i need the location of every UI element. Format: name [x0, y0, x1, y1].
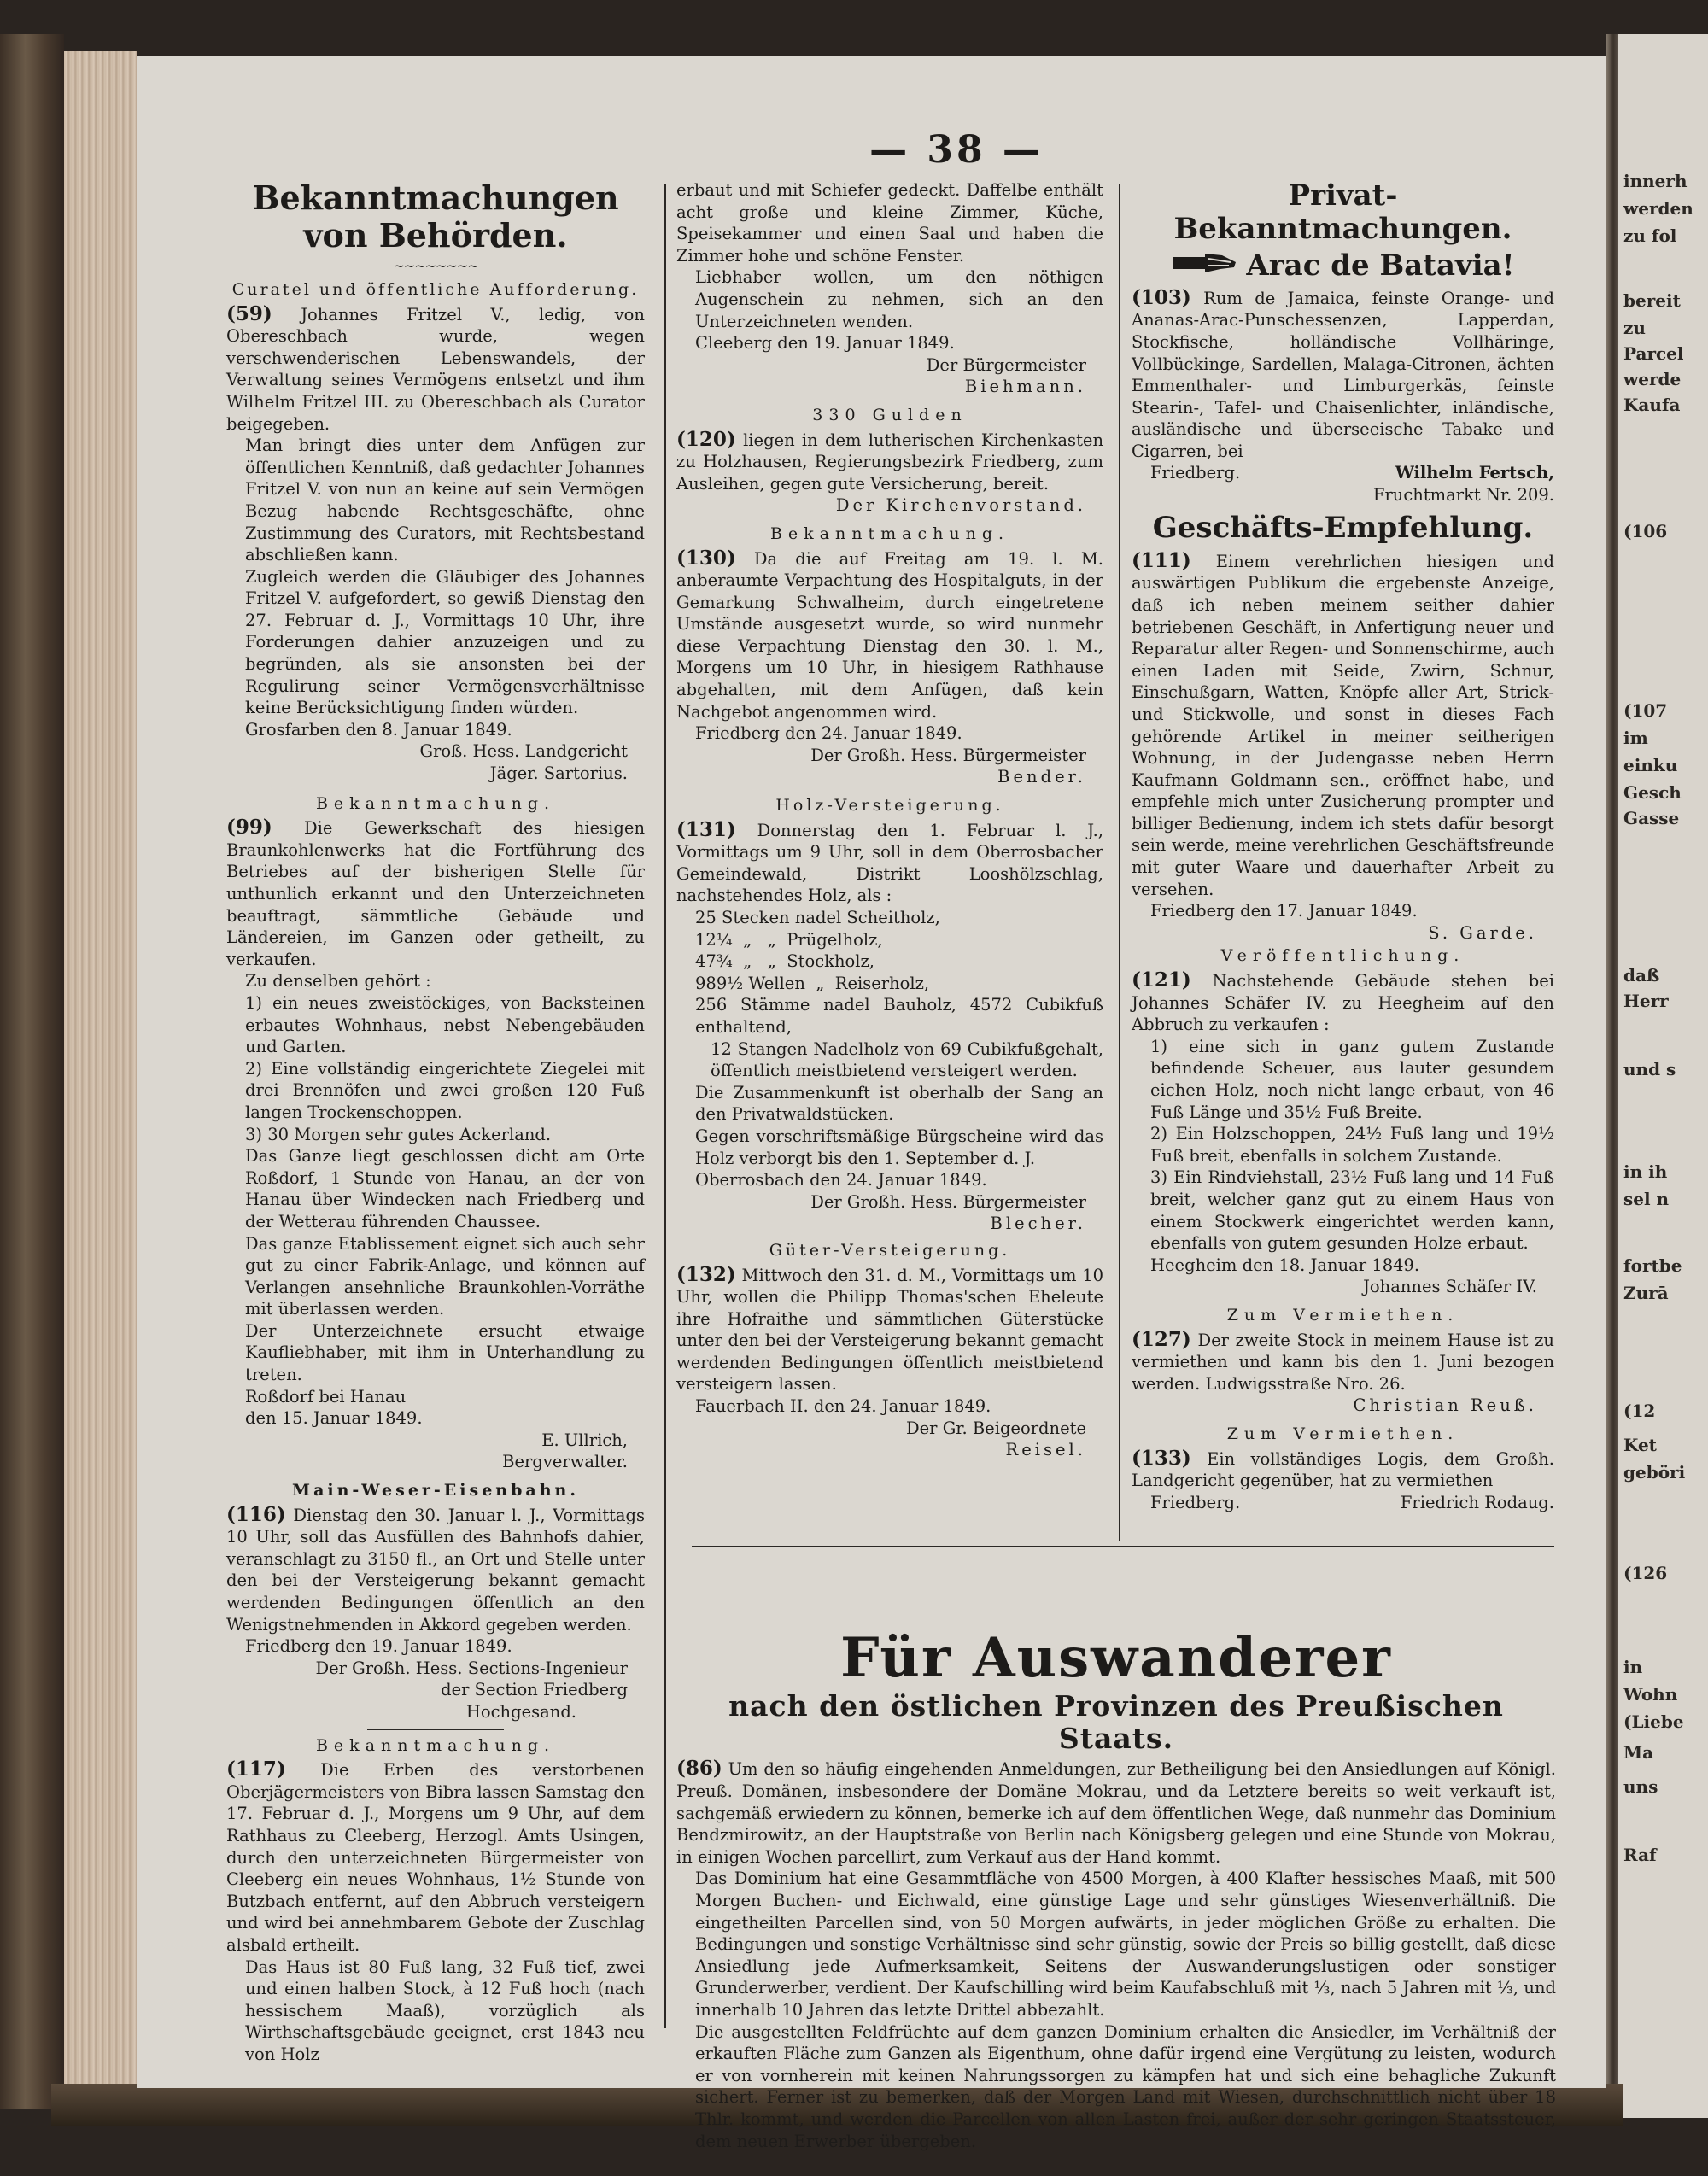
arac-heading	[1132, 249, 1554, 285]
facing-page-fragment: geböri	[1623, 1462, 1686, 1483]
book-binding	[0, 34, 64, 2109]
facing-page-fragment: in	[1623, 1657, 1643, 1677]
notice-place: Friedberg.	[1150, 463, 1241, 483]
notice-116	[226, 1504, 645, 1636]
facing-page-fragment: Raf	[1623, 1845, 1657, 1865]
list-item: 256 Stämme nadel Bauholz, 4572 Cubikfuß enthaltend,	[695, 995, 1103, 1037]
notice-place: Roßdorf bei Hanau	[245, 1386, 407, 1407]
facing-page-fragment: Ma	[1623, 1742, 1654, 1763]
facing-page-fragment: zu fol	[1623, 225, 1677, 246]
notice-number: (121)	[1132, 968, 1191, 992]
facing-page-fragment: werden	[1623, 198, 1693, 219]
notice-date: Grosfarben den 8. Januar 1849.	[245, 719, 512, 740]
notice-date: Fauerbach II. den 24. Januar 1849.	[695, 1396, 991, 1417]
facing-page-fragment: uns	[1623, 1776, 1658, 1797]
notice-text: Rum de Jamaica, feinste Orange- und Ananas-Arac-Punschessenzen, Lapperdan, Stockfische, holländische Vollhäringe, Vollbückinge, Sardellen, Malaga-Citronen, ächten Emmenthaler- und Limburgerkäs, feinste Stearin-, Tafel- und Chaisenlichter, inländische, ausländische und überseeische Tabake und Cigarren, bei	[1132, 288, 1554, 461]
facing-page-fragment: (107	[1623, 700, 1668, 721]
facing-page-fragment: Herr	[1623, 991, 1669, 1011]
facing-page-fragment: (106	[1623, 521, 1668, 541]
facing-page-fragment: Gesch	[1623, 782, 1682, 803]
notice-paragraph: Man bringt dies unter dem Anfügen zur öffentlichen Kenntniß, daß gedachter Johannes Fritzel V. von nun an keine auf sein Vermögen Bezug habende Rechtsgeschäfte, ohne Zustimmung des Curators, mit Rechtsbestand abschließen kann.	[245, 436, 645, 565]
private-notices-heading: Privat-Bekanntmachungen.	[1173, 178, 1512, 247]
facing-page-fragment: Parcel	[1623, 343, 1684, 364]
notice-text: Um den so häufig eingehenden Anmeldungen, zur Betheiligung bei den Ansiedlungen auf Königl. Preuß. Domänen, insbesondere der Domäne Mokrau, und da Letztere bereits so weit verkauft ist, sachgemäß erwiedern zu können, bemerke ich auf dem öffentlichen Wege, daß nunmehr das Dominium Bendzmirowitz, an der Hauptstraße von Berlin nach Königsberg gelegen und eine Stunde von Mokrau, in einigen Wochen parcellirt, zum Verkauf aus der Hand kommt.	[676, 1759, 1556, 1867]
notice-text: Die Gewerkschaft des hiesigen Braunkohlenwerks hat die Fortführung des Betriebes auf der bisherigen Stelle für unthunlich erkannt und den Unterzeichneten beauftragt, sämmtliche Gebäude und Ländereien, im Ganzen oder getheilt, zu verkaufen.	[226, 818, 645, 969]
notice-signature: Groß. Hess. Landgericht	[419, 741, 628, 762]
notice-99	[226, 816, 645, 970]
arac-title: Arac de Batavia!	[1246, 249, 1515, 284]
authority-notices-heading: Bekanntmachungen von Behörden.	[252, 178, 619, 254]
notice-date: Friedberg den 24. Januar 1849.	[695, 723, 962, 744]
notice-paragraph: Das ganze Etablissement eignet sich auch sehr gut zu einer Fabrik-Anlage, und können auf Verlangen ansehnliche Braunkohlen-Vorräthe mit überlassen werden.	[245, 1233, 645, 1319]
facing-page-fragment: zu	[1623, 318, 1646, 338]
newspaper-page	[137, 56, 1606, 2151]
facing-page-fragment: werde	[1623, 369, 1682, 389]
facing-page-fragment: im	[1623, 728, 1648, 748]
notice-title: Güter-Versteigerung.	[769, 1240, 1011, 1260]
column-2	[676, 179, 1103, 1461]
notice-paragraph: erbaut und mit Schiefer gedeckt. Daffelbe enthält acht große und kleine Zimmer, Küche, Speisekammer und einen Saal und haben die Zimmer hohe und schöne Fenster.	[676, 180, 1103, 266]
notice-text: Johannes Fritzel V., ledig, von Obereschbach wurde, wegen verschwenderischen Lebenswandels, der Verwaltung seines Vermögens entsetzt und ihm Wilhelm Fritzel III. zu Obereschbach als Curator beigegeben.	[226, 304, 645, 434]
notice-signature: Christian Reuß.	[1353, 1395, 1537, 1416]
notice-number: (131)	[676, 817, 736, 841]
notice-place: Friedberg.	[1150, 1492, 1241, 1512]
notice-title: Zum Vermiethen.	[1226, 1305, 1459, 1325]
notice-111	[1132, 550, 1554, 901]
facing-page-fragment: fortbe	[1623, 1255, 1682, 1276]
column-rule-1	[664, 184, 666, 2028]
notice-text: Mittwoch den 31. d. M., Vormittags um 10 Uhr, wollen die Philipp Thomas'schen Eheleute ihre Hofraithe und sämmtlichen Güterstücke unter den bei der Versteigerung bekannt gemacht werdenden Bedingungen öffentlich meistbietend versteigern lassen.	[676, 1265, 1104, 1395]
ornament: ~~~~~~~~	[393, 258, 478, 275]
notice-paragraph: Der Unterzeichnete ersucht etwaige Kaufliebhaber, mit ihm in Unterhandlung zu treten.	[245, 1320, 645, 1385]
column-1	[226, 179, 645, 2065]
pointing-hand-icon	[1171, 250, 1237, 285]
notice-paragraph: Die ausgestellten Feldfrüchte auf dem ganzen Dominium erhalten die Ansiedler, im Verhältniß der erkauften Fläche zum Ganzen als Eigenthum, ohne dafür irgend eine Vergütung zu leisten, wodurch er von vornherein mit keinen Nahrungssorgen zu kämpfen hat und sich eine behagliche Zukunft sichert. Ferner ist zu bemerken, daß der Morgen Land mit Wiesen, durchschnittlich nicht über 18 Thlr. kommt, und werden die Parcellen von allen Lasten frei, außer der sehr geringen Staatssteuer, dem neuen Erwerber übergeben.	[695, 2021, 1556, 2151]
list-item: 1) eine sich in ganz gutem Zustande befindende Scheuer, aus lauter gesundem eichen Holz, noch nicht lange erbaut, von 46 Fuß Länge und 35½ Fuß Breite.	[1150, 1036, 1554, 1122]
notice-number: (103)	[1132, 285, 1191, 309]
list-item: 989½ Wellen „ Reiserholz,	[695, 973, 930, 993]
notice-signature: Der Großh. Hess. Bürgermeister	[810, 745, 1086, 765]
list-item: 2) Eine vollständig eingerichtete Ziegelei mit drei Brennöfen und zwei großen 120 Fuß langen Trockenschoppen.	[245, 1058, 645, 1122]
notice-signature: Jäger. Sartorius.	[489, 763, 628, 784]
business-recommendation-heading: Geschäfts-Empfehlung.	[1152, 510, 1534, 545]
facing-page-fragment: in ih	[1623, 1161, 1668, 1182]
notice-date: Friedberg den 17. Januar 1849.	[1150, 901, 1418, 921]
page-edges	[64, 51, 137, 2092]
notice-address: Fruchtmarkt Nr. 209.	[1372, 485, 1554, 506]
notice-paragraph: Das Dominium hat eine Gesammtfläche von 4500 Morgen, à 400 Klafter hessisches Maaß, mit 500 Morgen Buchen- und Eichwald, eine günstige Lage und sehr günstiges Wiesenverhältniß. Die eingetheilten Parcellen sind, von 50 Morgen aufwärts, in jeder möglichen Größe zu erhalten. Die Bedingungen und sonstige Verhältnisse sind sehr günstig, sowie der Preis so billig gestellt, daß diese Ansiedlung jede Aufmerksamkeit, Seitens der Auswanderungslustigen oder sonstiger Grunderwerber, verdient. Der Kaufschilling wird beim Kaufabschluß mit ⅓, nach 5 Jahren mit ⅓, und innerhalb 10 Jahren das letzte Drittel abbezahlt.	[695, 1869, 1556, 2020]
notice-number: (111)	[1132, 548, 1191, 572]
notice-title: Curatel und öffentliche Aufforderung.	[231, 279, 640, 299]
divider	[367, 1729, 504, 1730]
notice-number: (86)	[676, 1757, 722, 1781]
notice-date: den 15. Januar 1849.	[245, 1408, 423, 1429]
notice-117	[226, 1758, 645, 1956]
notice-number: (133)	[1132, 1446, 1191, 1470]
notice-number: (130)	[676, 546, 736, 570]
notice-title: Zum Vermiethen.	[1226, 1424, 1459, 1443]
notice-text: liegen in dem lutherischen Kirchenkasten zu Holzhausen, Regierungsbezirk Friedberg, zum Ausleihen, gegen gute Versicherung, bereit.	[676, 430, 1103, 494]
column-3	[1132, 179, 1554, 1513]
notice-paragraph: Zu denselben gehört :	[245, 971, 431, 991]
notice-120	[676, 429, 1103, 495]
notice-signature: Bender.	[997, 767, 1086, 787]
facing-page-fragment: Ket	[1623, 1435, 1657, 1455]
facing-page-fragment: Wohn	[1623, 1684, 1678, 1705]
notice-text: Dienstag den 30. Januar l. J., Vormittags 10 Uhr, soll das Ausfüllen des Bahnhofs dahier, veranschlagt zu 3150 fl., an Ort und Stelle unter den bei der Versteigerung bekannt gemacht werdenden Bedingungen öffentlich an den Wenigstnehmenden in Akkord gegeben werden.	[226, 1505, 646, 1635]
emigrants-heading: Für Auswanderer	[840, 1626, 1392, 1690]
notice-title: Bekanntmachung.	[315, 1735, 556, 1755]
notice-130	[676, 547, 1103, 723]
notice-text: Die Erben des verstorbenen Oberjägermeisters von Bibra lassen Samstag den 17. Februar d. J., Morgens um 9 Uhr, auf dem Rathhaus zu Cleeberg, Herzogl. Amts Usingen, durch den unterzeichneten Bürgermeister von Cleeberg ein neues Wohnhaus, 1½ Stunde von Butzbach entfernt, auf den Abbruch versteigern und wird bei annehmbarem Gebote der Zuschlag alsbald ertheilt.	[226, 1760, 645, 1955]
notice-signature: Bergverwalter.	[502, 1452, 628, 1472]
notice-paragraph: Liebhaber wollen, um den nöthigen Augenschein zu nehmen, sich an den Unterzeichneten wenden.	[695, 267, 1103, 331]
facing-page-fragment: einku	[1623, 755, 1678, 775]
notice-signature: Der Bürgermeister	[926, 354, 1086, 375]
notice-127	[1132, 1329, 1554, 1395]
notice-title: Bekanntmachung.	[769, 524, 1010, 543]
notice-date: Cleeberg den 19. Januar 1849.	[695, 333, 955, 354]
notice-signature: S. Garde.	[1428, 922, 1537, 943]
notice-signature: E. Ullrich,	[541, 1430, 628, 1450]
notice-date: Friedberg den 19. Januar 1849.	[245, 1636, 512, 1657]
facing-page-fragment: Zurā	[1623, 1283, 1669, 1303]
facing-page-fragment: daß	[1623, 965, 1660, 986]
page-number: — 38 —	[869, 128, 1044, 172]
notice-signature: Der Kirchenvorstand.	[835, 495, 1086, 516]
notice-number: (120)	[676, 427, 736, 451]
notice-132	[676, 1264, 1103, 1396]
notice-title: Holz-Versteigerung.	[775, 796, 1004, 816]
list-item: 12 Stangen Nadelholz von 69 Cubikfußgehalt, öffentlich meistbietend versteigert werden.	[711, 1038, 1103, 1081]
section-rule	[692, 1546, 1554, 1547]
notice-signature: Biehmann.	[964, 377, 1086, 397]
notice-number: (99)	[226, 816, 272, 839]
notice-number: (132)	[676, 1262, 736, 1286]
notice-103	[1132, 287, 1554, 463]
notice-59	[226, 303, 645, 436]
notice-paragraph: Das Ganze liegt geschlossen dicht am Orte Roßdorf, 1 Stunde von Hanau, an der von Hanau über Windecken nach Friedberg und der Wetterau führenden Chaussee.	[245, 1146, 645, 1231]
notice-text: Einem verehrlichen hiesigen und auswärtigen Publikum die ergebenste Anzeige, daß ich neben meinem seither dahier betriebenen Geschäft, in Anfertigung neuer und Reparatur alter Regen- und Sonnenschirme, auch einen Laden mit Seide, Zwirn, Schnur, Einschußgarn, Watten, Knöpfe aller Art, Strick- und Stickwolle, und sonst in dieses Fach gehörende Artikel in meiner seitherigen Wohnung, in der Judengasse neben Herrn Kaufmann Goldmann sen., eröffnet habe, und empfehle mich unter Zusicherung prompter und billiger Bedienung, indem ich stets dafür besorgt sein werde, meine verehrlichen Geschäftsfreunde mit guter Waare und dauerhafter Arbeit zu versehen.	[1132, 551, 1554, 899]
notice-signature: Wilhelm Fertsch,	[1395, 463, 1554, 483]
notice-paragraph: Gegen vorschriftsmäßige Bürgscheine wird das Holz verborgt bis den 1. September d. J.	[695, 1126, 1103, 1168]
list-item: 25 Stecken nadel Scheitholz,	[695, 908, 940, 927]
notice-title: Veröffentlichung.	[1220, 946, 1465, 966]
list-item: 3) 30 Morgen sehr gutes Ackerland.	[245, 1124, 552, 1144]
facing-page-fragment: (126	[1623, 1563, 1668, 1583]
notice-signature: Hochgesand.	[465, 1701, 576, 1722]
emigrants-section	[676, 1627, 1556, 2152]
notice-number: (59)	[226, 301, 272, 325]
notice-133	[1132, 1448, 1554, 1492]
notice-date: Oberrosbach den 24. Januar 1849.	[695, 1170, 987, 1190]
facing-page-fragment: bereit	[1623, 290, 1681, 311]
facing-page-fragment: Gasse	[1623, 808, 1680, 828]
notice-text: Ein vollständiges Logis, dem Großh. Landgericht gegenüber, hat zu vermiethen	[1132, 1448, 1554, 1491]
notice-title: Bekanntmachung.	[315, 793, 556, 813]
notice-signature: Reisel.	[1005, 1440, 1086, 1460]
notice-date: Heegheim den 18. Januar 1849.	[1150, 1255, 1420, 1275]
list-item: 2) Ein Holzschoppen, 24½ Fuß lang und 19½ Fuß breit, ebenfalls in solchem Zustande.	[1150, 1124, 1554, 1166]
notice-signature-line	[1132, 1492, 1554, 1514]
notice-title: 330 Gulden	[812, 405, 968, 424]
notice-signature: Friedrich Rodaug.	[1400, 1492, 1554, 1512]
notice-paragraph: Die Zusammenkunft ist oberhalb der Sang an den Privatwaldstücken.	[695, 1082, 1103, 1125]
list-item: 47¾ „ „ Stockholz,	[695, 951, 874, 972]
notice-text: Donnerstag den 1. Februar l. J., Vormittags um 9 Uhr, soll in dem Oberrosbacher Gemeindewald, Distrikt Looshölzschlag, nachstehendes Holz, als :	[676, 820, 1104, 906]
notice-signature: Der Großh. Hess. Bürgermeister	[810, 1191, 1086, 1212]
notice-paragraph: Das Haus ist 80 Fuß lang, 32 Fuß tief, zwei und einen halben Stock, à 12 Fuß hoch (nach hessischem Maaß), vorzüglich als Wirthschaftsgebäude geeignet, erst 1843 neu von Holz	[245, 1957, 645, 2064]
notice-signature: Der Großh. Hess. Sections-Ingenieur	[315, 1658, 628, 1678]
notice-title: Main-Weser-Eisenbahn.	[292, 1481, 579, 1500]
notice-text: Der zweite Stock in meinem Hause ist zu vermiethen und kann bis den 1. Juni bezogen werden. Ludwigsstraße Nro. 26.	[1132, 1330, 1554, 1394]
notice-text: Da die auf Freitag am 19. l. M. anberaumte Verpachtung des Hospitalguts, in der Gemarkung Schwalheim, durch eingetretene Umstände ausgesetzt wurde, so wird nunmehr diese Verpachtung Dienstag den 30. l. M., Morgens um 10 Uhr, in hiesigem Rathhause abgehalten, mit dem Anfügen, daß kein Nachgebot angenommen wird.	[676, 548, 1103, 722]
facing-page-fragment: innerh	[1623, 171, 1688, 191]
notice-signature: Johannes Schäfer IV.	[1363, 1277, 1537, 1297]
notice-121	[1132, 969, 1554, 1036]
facing-page	[1618, 34, 1708, 2118]
list-item: 1) ein neues zweistöckiges, von Backsteinen erbautes Wohnhaus, nebst Nebengebäuden und Garten.	[245, 992, 645, 1057]
notice-86	[676, 1758, 1556, 1868]
list-item: 12¼ „ „ Prügelholz,	[695, 929, 883, 950]
facing-page-fragment: (Liebe	[1623, 1711, 1684, 1732]
column-rule-2	[1119, 184, 1120, 1541]
notice-signature: der Section Friedberg	[441, 1680, 628, 1700]
notice-paragraph: Zugleich werden die Gläubiger des Johannes Fritzel V. aufgefordert, so gewiß Dienstag den 27. Februar d. J., Vormittags 10 Uhr, ihre Forderungen dahier anzuzeigen und zu begründen, als sie ansonsten bei der Regulirung seiner Vermögensverhältnisse keine Berücksichtigung finden würden.	[245, 566, 645, 718]
notice-131	[676, 819, 1103, 907]
notice-signature-line	[1132, 462, 1554, 484]
facing-page-fragment: sel n	[1623, 1189, 1670, 1209]
notice-signature: Blecher.	[990, 1214, 1086, 1234]
facing-page-fragment: (12	[1623, 1401, 1656, 1421]
facing-page-fragment: und s	[1623, 1059, 1676, 1079]
notice-number: (117)	[226, 1758, 286, 1781]
list-item: 3) Ein Rindviehstall, 23½ Fuß lang und 14 Fuß breit, welcher ganz gut zu einem Haus von einem Stockwerk eingerichtet werden kann, ebenfalls von gutem gesunden Holze erbaut.	[1150, 1167, 1554, 1254]
facing-page-fragment: Kaufa	[1623, 395, 1681, 415]
notice-text: Nachstehende Gebäude stehen bei Johannes Schäfer IV. zu Heegheim auf den Abbruch zu verkaufen :	[1132, 971, 1554, 1035]
emigrants-subheading: nach den östlichen Provinzen des Preußischen Staats.	[728, 1688, 1504, 1755]
notice-number: (127)	[1132, 1327, 1191, 1351]
notice-number: (116)	[226, 1502, 286, 1526]
notice-signature: Der Gr. Beigeordnete	[906, 1418, 1086, 1438]
